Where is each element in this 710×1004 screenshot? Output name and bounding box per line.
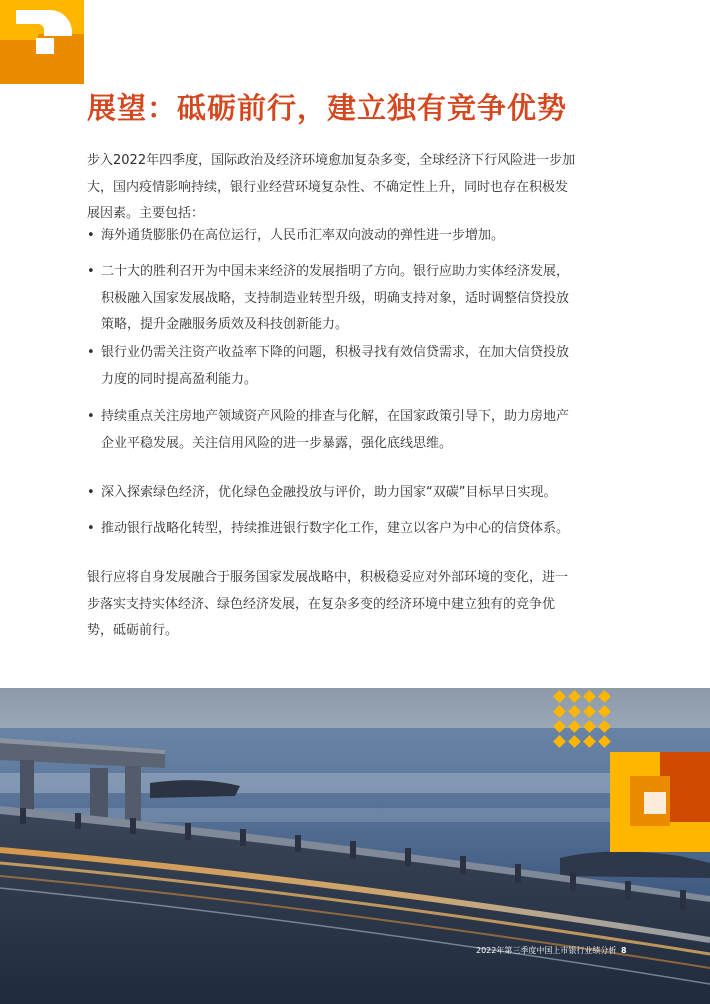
closing-line: 势，砥砺前行。 — [87, 623, 179, 638]
coastal-bridge-photo — [0, 688, 710, 1004]
corner-logo-icon — [0, 0, 84, 84]
bullet-line: 积极融入国家发展战略，支持制造业转型升级，明确支持对象，适时调整信贷投放 — [101, 290, 570, 306]
bullet-dot: • — [87, 264, 95, 279]
bullet-line: 企业平稳发展。关注信用风险的进一步暴露，强化底线思维。 — [101, 435, 453, 451]
bullet-line: 策略，提升金融服务质效及科技创新能力。 — [101, 317, 349, 332]
intro-line: 展因素。主要包括： — [87, 206, 205, 221]
intro-line: 步入2022年四季度，国际政治及经济环境愈加复杂多变，全球经济下行风险进一步加 — [87, 153, 576, 168]
closing-paragraph — [87, 565, 647, 645]
bullet-dot: • — [87, 409, 95, 424]
bullet-item — [87, 404, 647, 457]
bullet-item — [87, 340, 647, 393]
page-title: 展望：砥砺前行，建立独有竞争优势 — [87, 91, 568, 125]
bullet-line: 二十大的胜利召开为中国未来经济的发展指明了方向。银行应助力实体经济发展， — [101, 264, 570, 279]
bullet-line: 海外通货膨胀仍在高位运行，人民币汇率双向波动的弹性进一步增加。 — [101, 228, 505, 243]
bullet-line: 推动银行战略化转型，持续推进银行数字化工作，建立以客户为中心的信贷体系。 — [101, 521, 570, 536]
orange-block-motif-icon — [610, 752, 710, 852]
closing-line: 步落实支持实体经济、绿色经济发展，在复杂多变的经济环境中建立独有的竞争优 — [87, 596, 556, 612]
closing-line: 银行应将自身发展融合于服务国家发展战略中，积极稳妥应对外部环境的变化，进一 — [87, 570, 569, 585]
bullet-line: 持续重点关注房地产领域资产风险的排查与化解，在国家政策引导下，助力房地产 — [101, 409, 570, 424]
intro-line: 大，国内疫情影响持续，银行业经营环境复杂性、不确定性上升，同时也存在积极发 — [87, 179, 569, 195]
footer-report-name: 2022年第三季度中国上市银行业绩分析 — [476, 946, 617, 955]
intro-paragraph — [87, 148, 647, 228]
bullet-dot: • — [87, 521, 95, 536]
bullet-item — [87, 223, 647, 250]
bullet-item — [87, 259, 647, 339]
bullet-dot: • — [87, 485, 95, 500]
bullet-line: 银行业仍需关注资产收益率下降的问题，积极寻找有效信贷需求，在加大信贷投放 — [101, 345, 570, 360]
bullet-line: 深入探索绿色经济，优化绿色金融投放与评价，助力国家“双碳”目标早日实现。 — [101, 485, 557, 500]
bullet-item — [87, 516, 647, 543]
bullet-line: 力度的同时提高盈利能力。 — [101, 371, 258, 387]
bullet-item — [87, 480, 647, 507]
bullet-dot: • — [87, 228, 95, 243]
page-number: 8 — [621, 946, 627, 955]
bullet-dot: • — [87, 345, 95, 360]
